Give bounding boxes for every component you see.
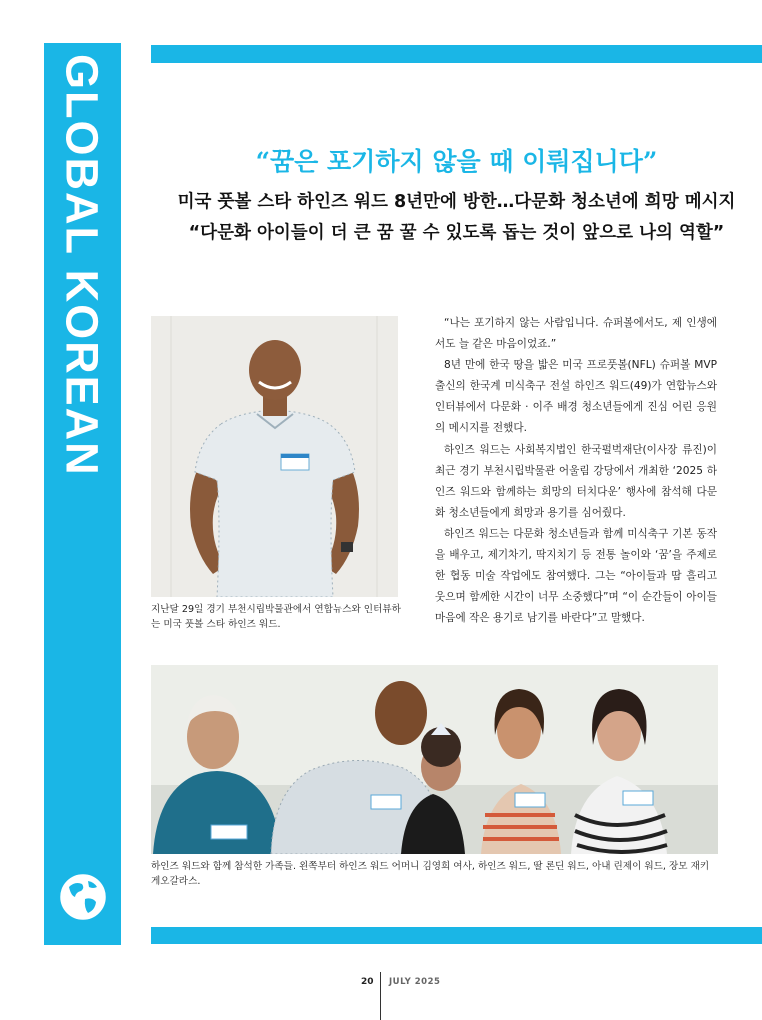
section-title: GLOBAL KOREAN <box>56 54 108 477</box>
page-number: 20 <box>361 977 374 987</box>
article-paragraph: “나는 포기하지 않는 사람입니다. 슈퍼볼에서도, 제 인생에서도 늘 같은 마음이었죠.” <box>435 317 717 351</box>
portrait-caption: 지난달 29일 경기 부천시립박물관에서 연합뉴스와 인터뷰하는 미국 풋볼 스타 하인즈 워드. <box>151 604 401 630</box>
article-paragraph: 하인즈 워드는 다문화 청소년들과 함께 미식축구 기본 동작을 배우고, 제기차기, 딱지치기 등 전통 놀이와 ‘꿈’을 주제로 한 협동 미술 작업에도 참여했다. 그는 “아이들과 땀 흘리고 웃으며 함께한 시간이 너무 소중했다”며 “이 순간들이 아이들 마음에 작은 용기로 남기를 바란다”고 말했다. <box>435 527 717 625</box>
headline: “꿈은 포기하지 않을 때 이뤄집니다” <box>255 147 658 176</box>
top-accent-rule <box>151 45 762 63</box>
globe-icon <box>58 872 108 922</box>
article-body <box>435 313 717 629</box>
article-paragraph: 하인즈 워드는 사회복지법인 한국펄벅재단(이사장 류진)이 최근 경기 부천시립박물관 어울림 강당에서 개최한 ‘2025 하인즈 워드와 함께하는 희망의 터치다운’ 행사에 참석해 다문화 청소년들에게 희망과 용기를 심어줬다. <box>435 443 717 519</box>
family-photo <box>151 665 718 854</box>
folio-divider <box>380 972 381 1020</box>
issue-date: JULY 2025 <box>389 977 441 987</box>
subheadline-1: 미국 풋볼 스타 하인즈 워드 8년만에 방한…다문화 청소년에 희망 메시지 <box>177 192 736 212</box>
article-paragraph: 8년 만에 한국 땅을 밟은 미국 프로풋볼(NFL) 슈퍼볼 MVP 출신의 한국계 미식축구 전설 하인즈 워드(49)가 연합뉴스와 인터뷰에서 다문화 · 이주 배경 청소년들에게 진심 어린 응원의 메시지를 전했다. <box>435 359 717 435</box>
subheadline-2: “다문화 아이들이 더 큰 꿈 꿀 수 있도록 돕는 것이 앞으로 나의 역할” <box>188 223 725 243</box>
portrait-photo <box>151 316 398 597</box>
family-caption: 하인즈 워드와 함께 참석한 가족들. 왼쪽부터 하인즈 워드 어머니 김영희 여사, 하인즈 워드, 딸 론딘 워드, 아내 린제이 워드, 장모 재키 게오갈라스. <box>151 861 710 887</box>
bottom-accent-rule <box>151 927 762 944</box>
